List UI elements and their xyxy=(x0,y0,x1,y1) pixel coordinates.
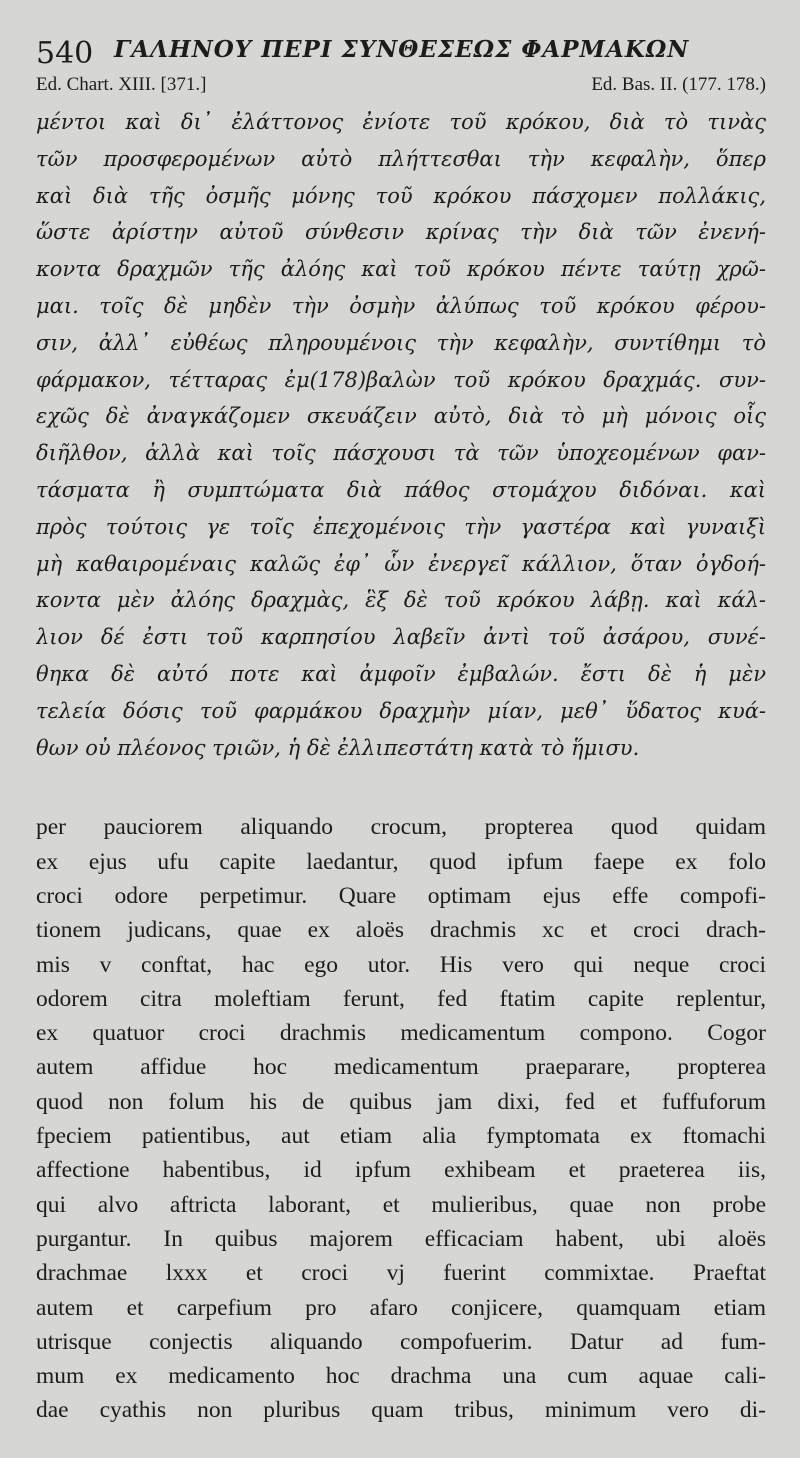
latin-text-block xyxy=(36,810,766,1427)
greek-text-line: μὴ καθαιρομέναις καλῶς ἐφ᾽ ὧν ἐνεργεῖ κάλλιον, ὅταν ὀγδοή- xyxy=(36,551,766,576)
greek-text-line: κοντα δραχμῶν τῆς ἀλόης καὶ τοῦ κρόκου πέντε ταύτῃ χρῶ- xyxy=(36,257,766,282)
latin-text-line: ex quatuor croci drachmis medicamentum compono. Cogor xyxy=(36,1020,766,1047)
latin-text-line: affectione habentibus, id ipfum exhibeam et praeterea iis, xyxy=(36,1157,766,1184)
greek-text-line: ὥστε ἀρίστην αὐτοῦ σύνθεσιν κρίνας τὴν διὰ τῶν ἐνενή- xyxy=(36,220,766,245)
greek-text-line: τελεία δόσις τοῦ φαρμάκου δραχμὴν μίαν, μεθ᾽ ὕδατος κυά- xyxy=(36,698,766,723)
latin-text-line: fpeciem patientibus, aut etiam alia fymptomata ex ftomachi xyxy=(36,1123,766,1150)
greek-text-line: εχῶς δὲ ἀναγκάζομεν σκευάζειν αὐτὸ, διὰ τὸ μὴ μόνοις οἷς xyxy=(36,404,766,429)
page-number: 540 xyxy=(36,36,94,71)
running-title: ΓΑΛΗΝΟΥ ΠΕΡΙ ΣΥΝΘΕΣΕΩΣ ΦΑΡΜΑΚΩΝ xyxy=(114,36,690,63)
latin-text-line: mum ex medicamento hoc drachma una cum aquae cali- xyxy=(36,1363,766,1390)
latin-text-line: croci odore perpetimur. Quare optimam ejus effe compofi- xyxy=(36,882,766,909)
page-header xyxy=(36,30,766,74)
latin-text-line: quod non folum his de quibus jam dixi, fed et fuffuforum xyxy=(36,1088,766,1115)
latin-text-line: tionem judicans, quae ex aloës drachmis xc et croci drach- xyxy=(36,917,766,944)
latin-text-line: per pauciorem aliquando crocum, propterea quod quidam xyxy=(36,814,766,841)
latin-text-line: autem et carpefium pro afaro conjicere, quamquam etiam xyxy=(36,1294,766,1321)
latin-text-line: autem affidue hoc medicamentum praeparare, propterea xyxy=(36,1054,766,1081)
latin-text-line: drachmae lxxx et croci vj fuerint commixtae. Praeftat xyxy=(36,1260,766,1287)
greek-text-line: θηκα δὲ αὐτό ποτε καὶ ἀμφοῖν ἐμβαλών. ἔστι δὲ ἡ μὲν xyxy=(36,661,766,686)
latin-text-line: dae cyathis non pluribus quam tribus, minimum vero di- xyxy=(36,1397,766,1424)
greek-text-line: μαι. τοῖς δὲ μηδὲν τὴν ὀσμὴν ἀλύπως τοῦ κρόκου φέρου- xyxy=(36,293,766,318)
greek-text-line: λιον δέ ἐστι τοῦ καρπησίου λαβεῖν ἀντὶ τοῦ ἀσάρου, συνέ- xyxy=(36,625,766,650)
latin-text-line: qui alvo aftricta laborant, et mulieribus, quae non probe xyxy=(36,1191,766,1218)
latin-text-line: ex ejus ufu capite laedantur, quod ipfum faepe ex folo xyxy=(36,848,766,875)
latin-text-line: utrisque conjectis aliquando compofuerim. Datur ad fum- xyxy=(36,1328,766,1355)
greek-text-line: μέντοι καὶ δι᾽ ἐλάττονος ἐνίοτε τοῦ κρόκου, διὰ τὸ τινὰς xyxy=(36,110,766,134)
greek-text-line: καὶ διὰ τῆς ὀσμῆς μόνης τοῦ κρόκου πάσχομεν πολλάκις, xyxy=(36,183,766,208)
edition-reference-basel: Ed. Bas. II. (177. 178.) xyxy=(591,74,766,95)
edition-reference-chartier: Ed. Chart. XIII. [371.] xyxy=(36,74,207,95)
greek-text-line: διῆλθον, ἀλλὰ καὶ τοῖς πάσχουσι τὰ τῶν ὑποχεομένων φαν- xyxy=(36,441,766,466)
latin-text-line: odorem citra moleftiam ferunt, fed ftatim capite replentur, xyxy=(36,985,766,1012)
greek-text-line: σιν, ἀλλ᾽ εὐθέως πληρουμένοις τὴν κεφαλὴν, συντίθημι τὸ xyxy=(36,330,766,355)
greek-text-line: πρὸς τούτοις γε τοῖς ἐπεχομένοις τὴν γαστέρα καὶ γυναιξὶ xyxy=(36,514,766,539)
greek-text-line: θων οὐ πλέονος τριῶν, ἡ δὲ ἐλλιπεστάτη κατὰ τὸ ἥμισυ. xyxy=(36,735,640,760)
greek-text-line: τῶν προσφερομένων αὐτὸ πλήττεσθαι τὴν κεφαλὴν, ὅπερ xyxy=(36,146,766,171)
latin-text-line: purgantur. In quibus majorem efficaciam habent, ubi aloës xyxy=(36,1225,766,1252)
greek-text-line: τάσματα ἢ συμπτώματα διὰ πάθος στομάχου διδόναι. καὶ xyxy=(36,477,766,502)
greek-text-line: φάρμακον, τέτταρας ἐμ(178)βαλὼν τοῦ κρόκου δραχμάς. συν- xyxy=(36,367,766,392)
latin-text-line: mis v conftat, hac ego utor. His vero qui neque croci xyxy=(36,951,766,978)
greek-text-line: κοντα μὲν ἀλόης δραχμὰς, ἓξ δὲ τοῦ κρόκου λάβῃ. καὶ κάλ- xyxy=(36,588,766,613)
edition-references xyxy=(36,74,766,104)
greek-text-block xyxy=(36,104,766,766)
